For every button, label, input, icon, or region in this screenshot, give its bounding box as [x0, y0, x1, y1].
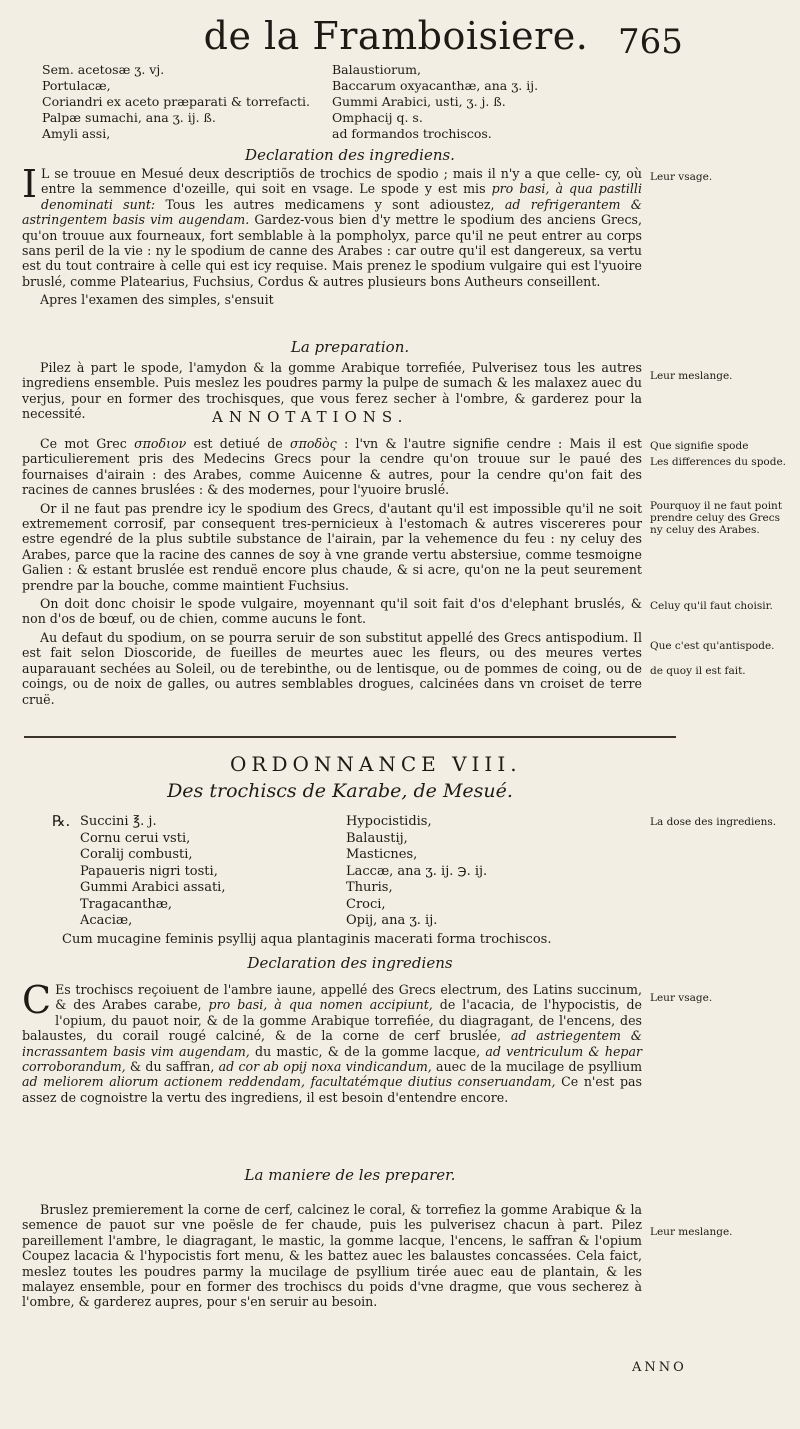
recipe-line: ad formandos trochiscos.	[332, 126, 492, 141]
text-run: Ce n'est pas assez de cognoistre la vertu des ingrediens, il est besoin d'entendre encore.	[22, 1074, 642, 1105]
recipe-line: Sem. acetosæ ʒ. vj.	[42, 62, 165, 77]
paragraph: Pilez à part le spode, l'amydon & la gomme Arabique torrefiée, Pulverisez tous les autres ingrediens ensemble. Puis meslez les poudres parmy la pulpe de sumach & les malaxez auec du verjus, pour en former des trochisques, que vous ferez secher à l'ombre, & garderez pour la necessité.	[22, 360, 642, 422]
preparation2-heading: La maniere de les preparer.	[244, 1166, 456, 1184]
margin-note: Celuy qu'il faut choisir.	[650, 600, 773, 612]
paragraph	[22, 436, 642, 498]
recipe-line: Thuris,	[346, 880, 393, 895]
dropcap: I	[22, 162, 38, 206]
recipe-line: Succini ℥. j.	[80, 814, 157, 829]
recipe-right-column	[332, 62, 538, 142]
page-number: 765	[618, 22, 683, 62]
text-run: est detiué de	[186, 436, 290, 451]
latin-phrase: pro basi, à qua nomen accipiunt,	[208, 997, 433, 1013]
margin-note: Leur vsage.	[650, 171, 713, 183]
recipe-line: Acaciæ,	[80, 913, 133, 928]
margin-note: de quoy il est fait.	[650, 665, 746, 677]
recipe-line: Gummi Arabici, usti, ʒ. j. ß.	[332, 94, 506, 109]
dropcap: C	[22, 978, 52, 1022]
text-run: Tous les autres medicamens y sont adioustez,	[155, 196, 505, 212]
ordonnance-left-column	[80, 814, 225, 930]
text-run: de l'acacia, de l'hypocistis, de l'opium, du pauot noir, & de la gomme Arabique torrefiée, du diagragant, de l'encens, des balaustes, du corail rougé calciné, & de la corne de cerf bruslée,	[22, 997, 642, 1044]
paragraph: Bruslez premierement la corne de cerf, calcinez le coral, & torrefiez la gomme Arabique & la semence de pauot sur vne poësle de fer chaude, puis les pulverisez chacun à part. Pilez pareillement l'ambre, le diagragant, le mastic, la gomme lacque, l'encens, le saffran & l'opium Coupez lacacia & l'hypocistis fort menu, & les battez auec les balaustes concassées. Cela faict, meslez toutes les poudres parmy la mucilage de psyllium tirée auec eau de plantain, & les malayez ensemble, pour en former des trochiscs du poids d'vne dragme, que vous secherez à l'ombre, & garderez aupres, pour s'en seruir au besoin.	[22, 1202, 642, 1310]
recipe-line: Masticnes,	[346, 847, 418, 862]
ordonnance-right-column	[346, 814, 487, 930]
latin-phrase: ad meliorem aliorum actionem reddendam, facultatémque diutius conseruandam,	[22, 1074, 556, 1090]
latin-phrase: ad refrigerantem & astringentem basis vim augendam.	[22, 196, 642, 228]
preparation2-text	[22, 1202, 642, 1313]
recipe-line: Cornu cerui vsti,	[80, 830, 191, 846]
latin-phrase: pro basi, à qua pastilli denominati sunt:	[41, 181, 642, 212]
margin-note: Leur vsage.	[650, 992, 713, 1004]
text-run: Es trochiscs reçoiuent de l'ambre iaune, appellé des Grecs electrum, des Latins succinum, & des Arabes carabe,	[55, 982, 642, 1013]
recipe-symbol: ℞.	[52, 812, 71, 830]
recipe-line: Hypocistidis,	[346, 814, 432, 829]
recipe-line: Palpæ sumachi, ana ʒ. ij. ß.	[42, 110, 216, 125]
catchword: ANNO	[632, 1360, 687, 1375]
recipe-line: Balaustij,	[346, 830, 408, 846]
paragraph: Au defaut du spodium, on se pourra seruir de son substitut appellé des Grecs antispodium. Il est fait selon Dioscoride, de fueilles de meurtes auec les fleurs, ou des meures vertes auparauant sechées au Soleil, ou de terebinthe, ou de lentisque, ou de pommes de coing, ou de coings, ou de noix de galles, ou autres semblables drogues, calcinées dans vn croiset de terre cruë.	[22, 629, 642, 707]
recipe-line: Balaustiorum,	[332, 62, 421, 77]
margin-note: La dose des ingrediens.	[650, 816, 777, 828]
recipe-line: Tragacanthæ,	[80, 896, 173, 912]
margin-note: Que signifie spode	[650, 440, 749, 452]
recipe-line: Gummi Arabici assati,	[80, 880, 226, 895]
text-run: Ce mot Grec	[40, 436, 135, 451]
text-run: L se trouue en Mesué deux descriptiõs de trochics de spodio ; mais il n'y a que celle- cy, où entre la semmence d'ozeille, qui soit en vsage. Le spode y est mis	[41, 166, 642, 197]
preparation-heading: La preparation.	[290, 338, 410, 356]
latin-phrase: ad cor ab opij noxa vindicandum,	[218, 1059, 432, 1075]
ordonnance-closing: Cum mucagine feminis psyllij aqua plantaginis macerati forma trochiscos.	[62, 932, 552, 947]
declaration2-heading: Declaration des ingrediens	[247, 954, 453, 972]
margin-note: Leur meslange.	[650, 370, 733, 382]
margin-note: Leur meslange.	[650, 1226, 733, 1238]
declaration2-text	[22, 978, 643, 1108]
latin-phrase: ad astriegentem & incrassantem basis vim augendam,	[22, 1028, 642, 1059]
section-divider	[24, 736, 676, 738]
recipe-line: Papaueris nigri tosti,	[80, 863, 218, 879]
recipe-line: Amyli assi,	[42, 126, 111, 141]
margin-note: Les differences du spode.	[650, 456, 787, 468]
latin-phrase: ad ventriculum & hepar corroborandum,	[22, 1043, 643, 1075]
recipe-line: Coralij combusti,	[80, 847, 193, 862]
recipe-line: Omphacij q. s.	[332, 110, 423, 125]
recipe-line: Coriandri ex aceto præparati & torrefacti.	[42, 94, 310, 109]
transition-line: Apres l'examen des simples, s'ensuit	[40, 292, 274, 308]
text-run: auec de la mucilage de psyllium	[431, 1059, 643, 1075]
recipe-line: Croci,	[346, 896, 386, 912]
ordonnance-subtitle: Des trochiscs de Karabe, de Mesué.	[167, 780, 513, 802]
annotations-heading: ANNOTATIONS.	[212, 408, 409, 426]
text-run: du mastic, & de la gomme lacque,	[249, 1043, 486, 1059]
ordonnance-title: ORDONNANCE VIII.	[230, 752, 522, 776]
margin-note: Pourquoy il ne faut point prendre celuy des Grecs ny celuy des Arabes.	[650, 500, 783, 536]
declaration-heading: Declaration des ingrediens.	[245, 146, 455, 164]
paragraph: On doit donc choisir le spode vulgaire, moyennant qu'il soit fait d'os d'elephant bruslés, & non d'os de bœuf, ou de chien, comme aucuns le font.	[22, 596, 642, 627]
paragraph: Or il ne faut pas prendre icy le spodium des Grecs, d'autant qu'il est impossible qu'il ne soit extremement corrosif, par consequent tres-pernicieux à l'estomach & autres viscereres pour estre egendré de la plus subtile substance de l'airain, par la vehemence du feu : ny celuy des Arabes, parce que la racine des cannes de soy à vne grande vertu abstersiue, comme tesmoigne Galien : & estant bruslée est renduë encore plus chaude, & si acre, qu'on ne la peut seurement prendre par la bouche, comme maintient Fuchsius.	[22, 500, 642, 593]
recipe-line: Laccæ, ana ʒ. ij. ℈. ij.	[346, 863, 488, 879]
recipe-line: Baccarum oxyacanthæ, ana ʒ. ij.	[332, 78, 539, 93]
recipe-line: Opij, ana ʒ. ij.	[346, 913, 438, 928]
text-run: : l'vn & l'autre signifie cendre : Mais il est particulierement pris des Medecins Grecs pour la cendre qu'on trouue sur le paué des fournaises d'airain : des Arabes, comme Auicenne & autres, pour la cendre qu'on fait des racines de cannes bruslées : & des modernes, pour l'yuoire bruslé.	[22, 436, 642, 498]
margin-note: Que c'est qu'antispode.	[650, 640, 775, 652]
greek-word: σποδὸς	[290, 436, 337, 451]
text-run: & du saffran,	[125, 1059, 219, 1075]
declaration-text	[22, 162, 643, 311]
greek-word: σποδιον	[134, 436, 187, 451]
running-title: de la Framboisiere.	[203, 14, 589, 58]
text-run: Gardez-vous bien d'y mettre le spodium des anciens Grecs, qu'on trouue aux fourneaux, fort semblable à la pompholyx, parce qu'il ne peut entrer au corps sans peril de la vie : ny le spodium de canne des Arabes : car outre qu'il est dangereux, sa vertu est du tout contraire à celle qui est icy requise. Mais prenez le spodium vulgaire qui est l'yuoire bruslé, comme Platearius, Fuchsius, Cordus & autres plusieurs bons Autheurs conseillent.	[22, 212, 643, 289]
recipe-line: Portulacæ,	[42, 78, 111, 93]
annotations-text	[22, 436, 642, 710]
recipe-left-column	[42, 62, 310, 142]
